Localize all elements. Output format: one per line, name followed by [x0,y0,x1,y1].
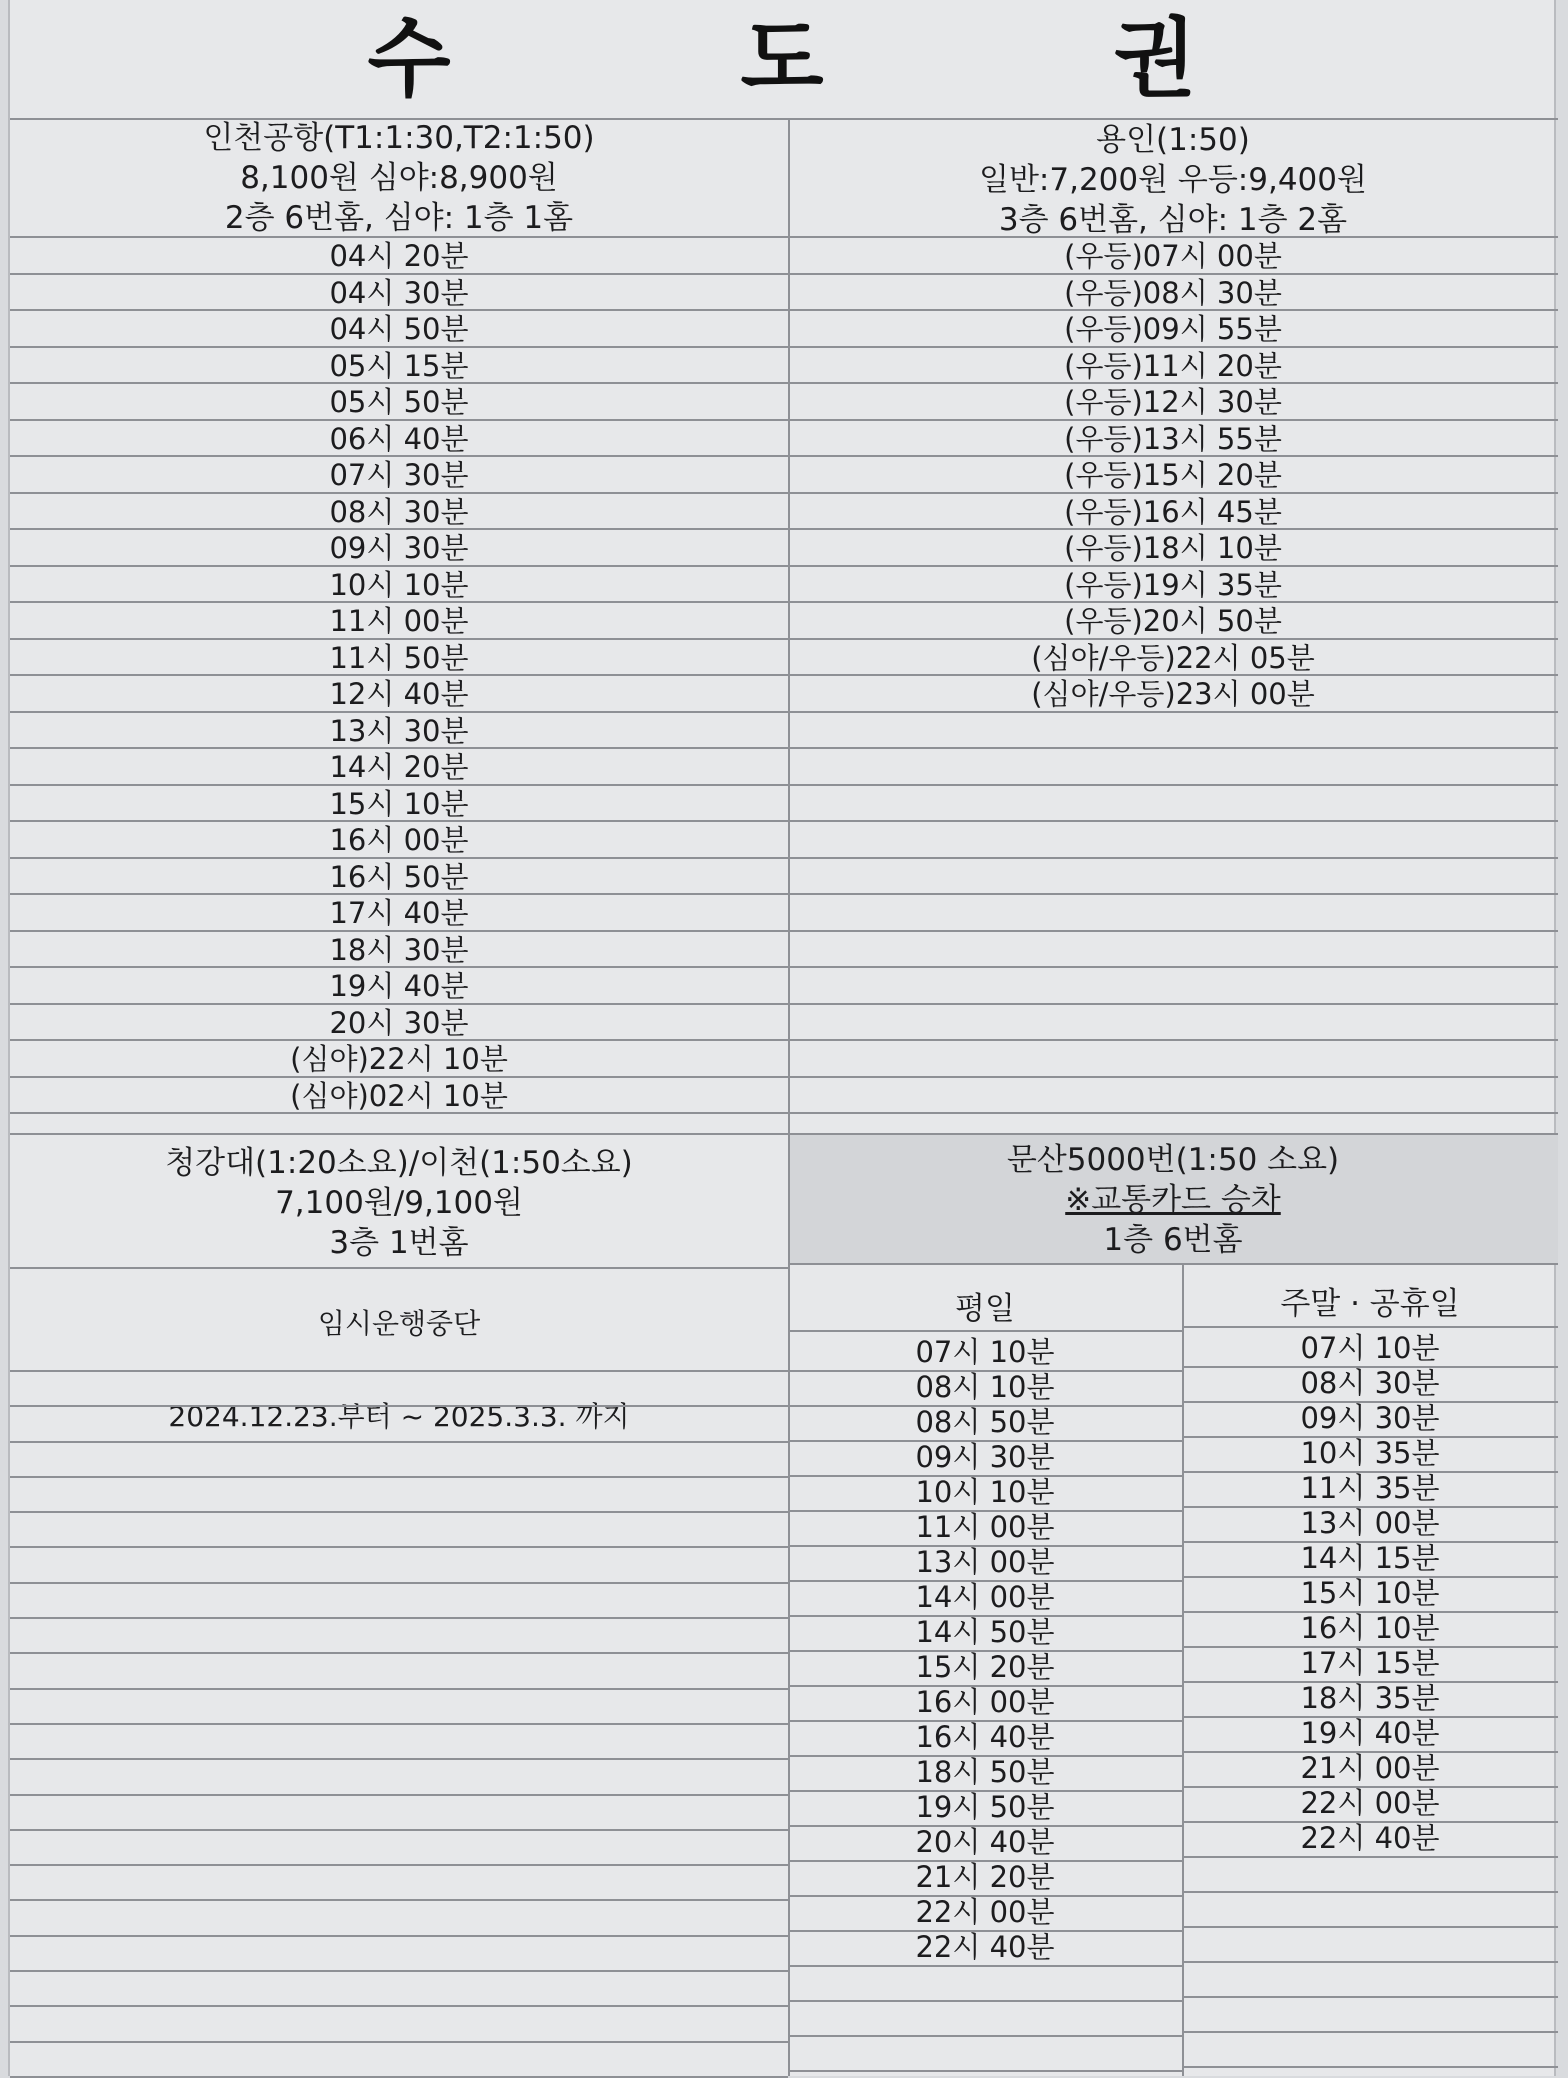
row-line [788,1825,1182,1827]
row-line [788,1650,1182,1652]
cheonggang-route: 청강대(1:20소요)/이천(1:50소요) [165,1145,633,1181]
time-row: 11시 50분 [329,640,469,675]
row-line [10,273,1558,275]
time-row: (우등)19시 35분 [1064,567,1282,602]
row-line [10,565,1558,567]
weekend-times [1182,1331,1558,1856]
time-row: 16시 10분 [1300,1611,1440,1645]
time-row: (우등)16시 45분 [1064,494,1282,529]
time-row: 18시 30분 [329,932,469,967]
row-line [10,674,1558,676]
row-line [1182,1926,1558,1928]
row-line [10,1476,788,1478]
incheon-header [10,118,788,238]
row-line [10,1758,788,1760]
weekday-header: 평일 [955,1291,1015,1327]
time-row: 18시 35분 [1300,1681,1440,1715]
row-line [1182,1751,1558,1753]
row-line [788,1615,1182,1617]
row-line [10,820,1558,822]
row-line [788,1475,1182,1477]
row-line [10,1829,788,1831]
row-line [10,1405,788,1407]
row-line [10,1133,1558,1135]
row-line [788,1755,1182,1757]
time-row: 13시 00분 [915,1545,1055,1579]
row-line [1182,1961,1558,1963]
yongin-fare: 일반:7,200원 우등:9,400원 [979,162,1367,198]
row-line [10,2005,788,2007]
yongin-header [788,120,1558,240]
row-line [10,857,1558,859]
timetable-sheet [8,0,1556,2076]
row-line [1182,1681,1558,1683]
time-row: (우등)09시 55분 [1064,312,1282,346]
row-line [10,1864,788,1866]
time-row: 11시 00분 [329,604,469,638]
row-line [788,1330,1182,1332]
row-line [788,1860,1182,1862]
time-row: (우등)12시 30분 [1064,385,1282,419]
row-line [788,1405,1182,1407]
time-row: 18시 50분 [915,1755,1055,1789]
row-line [788,1790,1182,1792]
suspension-status: 임시운행중단 [317,1307,481,1340]
time-row: (우등)13시 55분 [1064,421,1282,456]
row-line [788,1263,1558,1265]
row-line [10,1794,788,1796]
row-line [788,1895,1182,1897]
time-row: 17시 40분 [329,896,469,930]
row-line [10,601,1558,603]
row-line [10,1688,788,1690]
row-line [10,1582,788,1584]
row-line [10,1370,788,1372]
time-row: 20시 30분 [329,1005,469,1040]
time-row: 07시 30분 [329,458,469,492]
cheonggang-header [10,1143,788,1263]
row-line [1182,2066,1558,2068]
time-row: (우등)07시 00분 [1064,239,1282,273]
munsan-card-note: ※교통카드 승차 [1065,1182,1281,1218]
row-line [10,711,1558,713]
row-line [788,2035,1182,2037]
time-row: 08시 30분 [1300,1366,1440,1400]
time-row: (심야)02시 10분 [290,1078,508,1113]
time-row: 07시 10분 [915,1335,1055,1369]
time-row: (심야/우등)22시 05분 [1031,640,1315,675]
row-line [1182,1611,1558,1613]
row-line [1182,1996,1558,1998]
row-line [10,309,1558,311]
row-line [10,1003,1558,1005]
row-line [10,930,1558,932]
yongin-route: 용인(1:50) [1096,122,1250,158]
row-line [1182,1646,1558,1648]
page-title: 수 도 권 [367,9,1327,109]
time-row: 10시 10분 [915,1475,1055,1509]
row-line [788,1965,1182,1967]
row-line [1182,1436,1558,1438]
row-line [788,1510,1182,1512]
row-line [10,1039,1558,1041]
row-line [10,1617,788,1619]
time-row: 08시 30분 [329,494,469,529]
time-row: 11시 00분 [915,1510,1055,1544]
row-line [788,1545,1182,1547]
munsan-platform: 1층 6번홈 [1103,1222,1243,1258]
cheonggang-fare: 7,100원/9,100원 [275,1185,523,1221]
time-row: (우등)11시 20분 [1064,348,1282,383]
row-line [10,1935,788,1937]
time-row: 15시 10분 [329,786,469,821]
row-line [10,1112,1558,1114]
time-row: 22시 40분 [1300,1821,1440,1855]
time-row: (우등)08시 30분 [1064,275,1282,310]
time-row: 16시 40분 [915,1720,1055,1754]
row-line [10,455,1558,457]
time-row: 17시 15분 [1300,1646,1440,1680]
row-line [10,1441,788,1443]
row-line [1182,1891,1558,1893]
row-line [788,2000,1182,2002]
time-row: 22시 00분 [915,1895,1055,1929]
time-row: 19시 40분 [1300,1716,1440,1750]
row-line [10,1652,788,1654]
time-row: 07시 10분 [1300,1331,1440,1365]
time-row: 12시 40분 [329,677,469,711]
row-line [10,1267,788,1269]
row-line [1182,1716,1558,1718]
time-row: 16시 00분 [329,823,469,857]
row-line [1182,1786,1558,1788]
incheon-times [10,238,788,1114]
time-row: 20시 40분 [915,1825,1055,1859]
row-line [1182,1541,1558,1543]
row-line [788,2070,1182,2072]
weekend-header: 주말 · 공휴일 [1280,1286,1460,1322]
time-row: 14시 50분 [915,1615,1055,1649]
time-row: 19시 40분 [329,969,469,1003]
time-row: 04시 20분 [329,239,469,273]
time-row: 05시 50분 [329,385,469,419]
suspension-period: 2024.12.23.부터 ~ 2025.3.3. 까지 [168,1400,630,1433]
incheon-platform: 2층 6번홈, 심야: 1층 1홈 [224,200,574,236]
time-row: (우등)18시 10분 [1064,531,1282,565]
row-line [10,419,1558,421]
row-line [1182,1326,1558,1328]
row-line [1182,1506,1558,1508]
row-line [10,638,1558,640]
time-row: 04시 50분 [329,312,469,346]
row-line [1182,1821,1558,1823]
time-row: (우등)20시 50분 [1064,604,1282,638]
time-row: 08시 50분 [915,1405,1055,1439]
row-line [1182,2031,1558,2033]
time-row: 14시 20분 [329,750,469,784]
row-line [10,747,1558,749]
row-line [788,1370,1182,1372]
row-line [10,1511,788,1513]
row-line [10,1723,788,1725]
row-line [10,492,1558,494]
time-row: 13시 30분 [329,713,469,748]
time-row: (심야/우등)23시 00분 [1031,677,1315,711]
time-row: 21시 00분 [1300,1751,1440,1785]
munsan-header [788,1140,1558,1260]
row-line [10,1899,788,1901]
row-line [1182,1471,1558,1473]
row-line [1182,1856,1558,1858]
row-line [1182,1366,1558,1368]
time-row: (심야)22시 10분 [290,1042,508,1076]
time-row: 10시 10분 [329,567,469,602]
cheonggang-platform: 3층 1번홈 [329,1225,469,1261]
time-row: 09시 30분 [329,531,469,565]
time-row: 09시 30분 [915,1440,1055,1474]
time-row: 22시 40분 [915,1930,1055,1964]
row-line [10,2041,788,2043]
row-line [10,1970,788,1972]
row-line [1182,1401,1558,1403]
row-line [788,1440,1182,1442]
time-row: 15시 20분 [915,1650,1055,1684]
row-line [10,1076,1558,1078]
row-line [10,382,1558,384]
time-row: 08시 10분 [915,1370,1055,1404]
incheon-fare: 8,100원 심야:8,900원 [240,160,558,196]
time-row: 04시 30분 [329,275,469,310]
time-row: 06시 40분 [329,421,469,456]
time-row: (우등)15시 20분 [1064,458,1282,492]
row-line [788,1580,1182,1582]
row-line [788,1930,1182,1932]
time-row: 16시 00분 [915,1685,1055,1719]
row-line [10,528,1558,530]
row-line [10,784,1558,786]
time-row: 16시 50분 [329,859,469,894]
munsan-route: 문산5000번(1:50 소요) [1006,1142,1340,1178]
time-row: 22시 00분 [1300,1786,1440,1820]
time-row: 05시 15분 [329,348,469,383]
row-line [10,966,1558,968]
time-row: 21시 20분 [915,1860,1055,1894]
row-line [10,346,1558,348]
row-line [788,1720,1182,1722]
row-line [10,893,1558,895]
time-row: 14시 00분 [915,1580,1055,1614]
row-line [10,236,1558,238]
time-row: 14시 15분 [1300,1541,1440,1575]
time-row: 13시 00분 [1300,1506,1440,1540]
time-row: 11시 35분 [1300,1471,1440,1505]
row-line [1182,1576,1558,1578]
row-line [10,1546,788,1548]
time-row: 15시 10분 [1300,1576,1440,1610]
yongin-platform: 3층 6번홈, 심야: 1층 2홈 [998,202,1348,238]
row-line [788,1685,1182,1687]
incheon-route: 인천공항(T1:1:30,T2:1:50) [203,120,595,156]
time-row: 10시 35분 [1300,1436,1440,1470]
time-row: 09시 30분 [1300,1401,1440,1435]
time-row: 19시 50분 [915,1790,1055,1824]
